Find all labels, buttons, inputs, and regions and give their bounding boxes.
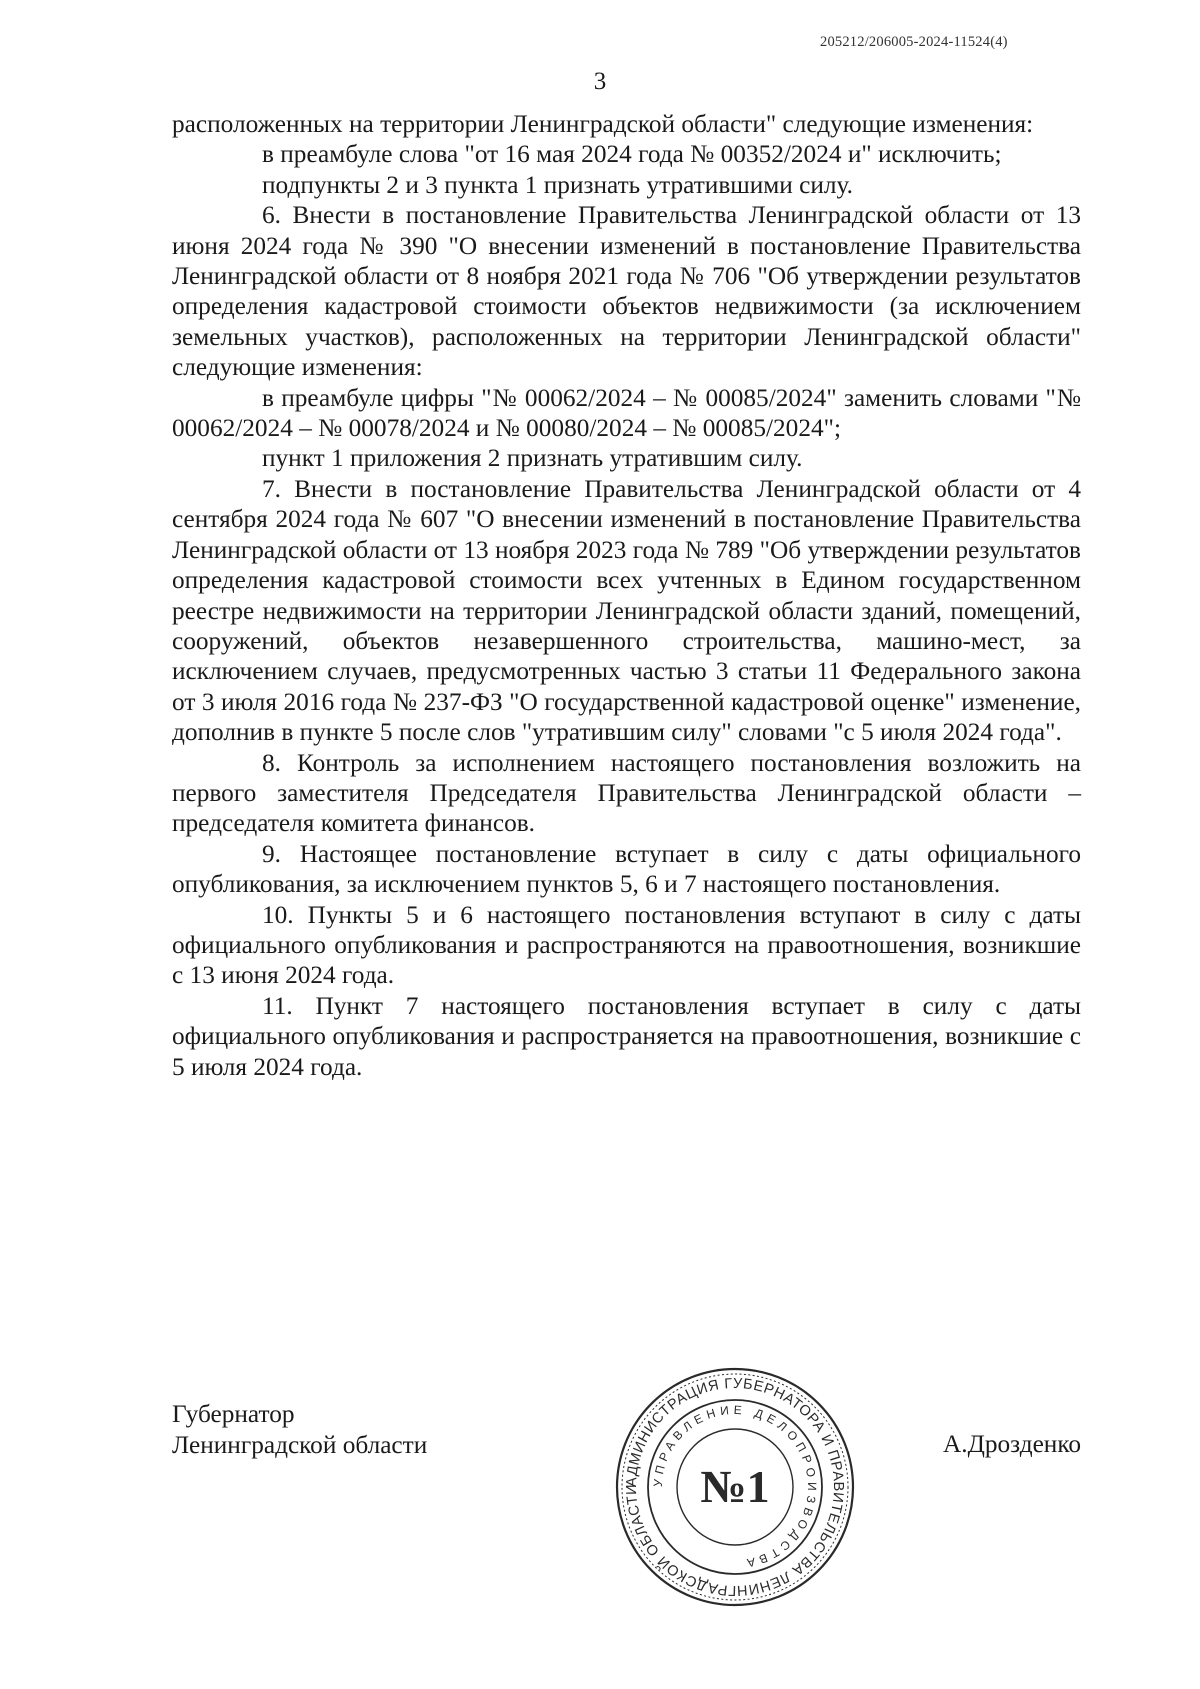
paragraph-item-11: 11. Пункт 7 настоящего постановления вступает в силу с даты официального опубликования и распространяется на правоотношения, возникшие с 5 июля 2024 года. (172, 991, 1081, 1081)
paragraph-appendix-void: пункт 1 приложения 2 признать утратившим силу. (262, 444, 803, 473)
paragraph-item-7: 7. Внести в постановление Правительства Ленинградской области от 4 сентября 2024 года № 607 "О внесении изменений в постановление Правительства Ленинградской области от 13 ноября 2023 года № 789 "Об утверждении результатов определения кадастровой стоимости всех учтенных в Едином государственном реестре недвижимости на территории Ленинградской области зданий, помещений, сооружений, объектов незавершенного строительства, машино-мест, за исключением случаев, предусмотренных частью 3 статьи 11 Федерального закона от 3 июля 2016 года № 237-ФЗ "О государственной кадастровой оценке" изменение, дополнив в пункте 5 после слов "утратившим силу" словами "с 5 июля 2024 года". (172, 474, 1081, 747)
seal-outer-text: АДМИНИСТРАЦИЯ ГУБЕРНАТОРА И ПРАВИТЕЛЬСТВА ЛЕНИНГРАДСКОЙ ОБЛАСТИ (623, 1375, 847, 1599)
document-body (172, 109, 1081, 1082)
document-registration-number: 205212/206005-2024-11524(4) (820, 34, 1008, 50)
paragraph-preamble-change: в преамбуле слова "от 16 мая 2024 года № 00352/2024 и" исключить; (262, 140, 1002, 169)
paragraph-item-8: 8. Контроль за исполнением настоящего постановления возложить на первого заместителя Председателя Правительства Ленинградской области – председателя комитета финансов. (172, 748, 1081, 838)
paragraph-preamble-numbers: в преамбуле цифры "№ 00062/2024 – № 00085/2024" заменить словами "№ 00062/2024 – № 00078/2024 и № 00080/2024 – № 00085/2024"; (172, 383, 1081, 443)
signatory-name: А.Дрозденко (943, 1430, 1081, 1458)
signatory-title-line-1: Губернатор (172, 1400, 295, 1428)
page-number: 3 (593, 68, 607, 95)
paragraph-item-9: 9. Настоящее постановление вступает в силу с даты официального опубликования, за исключением пунктов 5, 6 и 7 настоящего постановления. (172, 839, 1081, 899)
seal-center-number: №1 (700, 1461, 770, 1512)
official-seal (612, 1364, 858, 1610)
seal-graphic (612, 1364, 858, 1610)
signatory-title (172, 1399, 427, 1461)
signatory-title-line-2: Ленинградской области (172, 1431, 428, 1459)
seal-inner-text: УПРАВЛЕНИЕ ДЕЛОПРОИЗВОДСТВА (650, 1402, 820, 1571)
paragraph-continuation: расположенных на территории Ленинградской области" следующие изменения: (172, 110, 1034, 138)
paragraph-subitems-void: подпункты 2 и 3 пункта 1 признать утратившими силу. (262, 170, 853, 199)
paragraph-item-6: 6. Внести в постановление Правительства Ленинградской области от 13 июня 2024 года № 390 "О внесении изменений в постановление Правительства Ленинградской области от 8 ноября 2021 года № 706 "Об утверждении результатов определения кадастровой стоимости объектов недвижимости (за исключением земельных участков), расположенных на территории Ленинградской области" следующие изменения: (172, 201, 1081, 382)
paragraph-item-10: 10. Пункты 5 и 6 настоящего постановления вступают в силу с даты официального опубликования и распространяются на правоотношения, возникшие с 13 июня 2024 года. (172, 900, 1081, 990)
